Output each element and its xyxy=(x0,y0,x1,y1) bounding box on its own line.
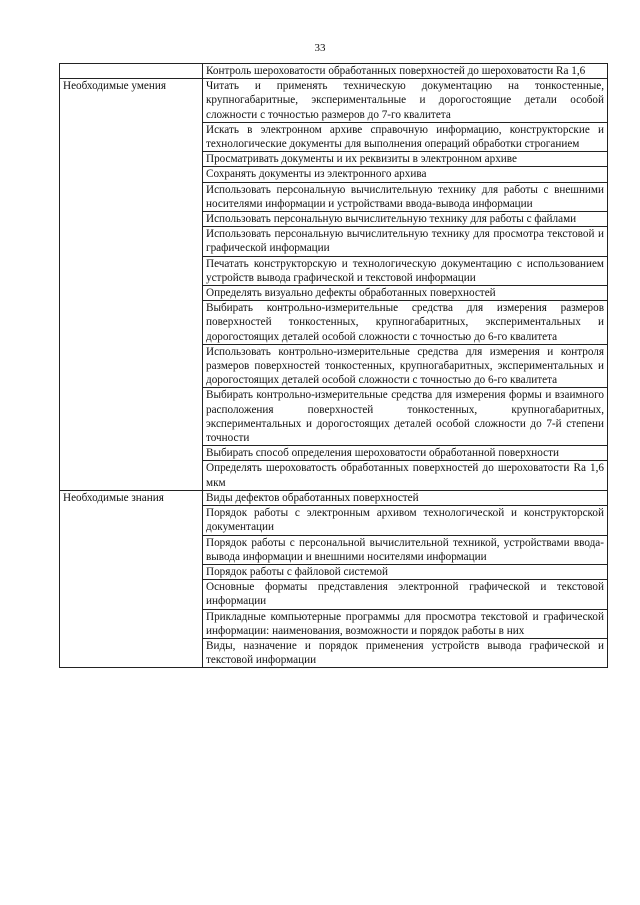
item-cell xyxy=(203,564,608,579)
item-cell xyxy=(203,182,608,211)
item-cell xyxy=(203,580,608,609)
item-text: Порядок работы с электронным архивом технологической и конструкторской документации xyxy=(206,507,604,534)
item-cell xyxy=(203,301,608,345)
item-text: Искать в электронном архиве справочную информацию, конструкторские и технологические документы для выполнения операций обработки строганием xyxy=(206,123,604,151)
item-text: Порядок работы с файловой системой xyxy=(206,565,388,578)
item-cell xyxy=(203,609,608,638)
item-cell xyxy=(203,152,608,167)
item-text: Использовать персональную вычислительную технику для просмотра текстовой и графической информации xyxy=(206,228,604,255)
item-cell xyxy=(203,79,608,123)
table-row xyxy=(60,490,608,505)
item-cell xyxy=(203,286,608,301)
item-text: Виды, назначение и порядок применения устройств вывода графической и текстовой информации xyxy=(206,639,604,667)
item-text: Выбирать способ определения шероховатости обработанной поверхности xyxy=(206,447,559,460)
page-number: 33 xyxy=(314,42,326,54)
item-cell xyxy=(203,256,608,285)
item-cell xyxy=(203,535,608,564)
item-text: Контроль шероховатости обработанных поверхностей до шероховатости Ra 1,6 xyxy=(206,65,586,77)
item-text: Определять шероховатость обработанных поверхностей до шероховатости Ra 1,6 мкм xyxy=(206,462,604,489)
item-text: Печатать конструкторскую и технологическую документацию с использованием устройств вывода графической и текстовой информации xyxy=(206,257,604,284)
item-cell xyxy=(203,212,608,227)
item-cell xyxy=(203,490,608,505)
item-cell xyxy=(203,227,608,256)
item-text: Просматривать документы и их реквизиты в электронном архиве xyxy=(206,153,517,166)
item-text: Читать и применять техническую документацию на тонкостенные, крупногабаритные, экспериментальные и дорогостоящие детали особой сложности с точностью размеров до 7-го квалитета xyxy=(206,80,604,121)
item-cell xyxy=(203,167,608,182)
item-text: Выбирать контрольно-измерительные средства для измерения формы и взаимного расположения поверхностей тонкостенных, крупногабаритных, экспериментальных и дорогостоящих деталей особой сложности до 7-й степени точности xyxy=(206,389,604,445)
category-cell xyxy=(60,64,203,79)
item-text: Использовать контрольно-измерительные средства для измерения и контроля размеров поверхностей тонкостенных, крупногабаритных, экспериментальных и дорогостоящих деталей особой сложности с точностью до 6-го квалитета xyxy=(206,345,604,387)
table-row xyxy=(60,64,608,79)
item-text: Выбирать контрольно-измерительные средства для измерения размеров поверхностей тонкостенных, крупногабаритных, экспериментальных и дорогостоящих деталей особой сложности с точностью до 6-го квалитета xyxy=(206,302,604,343)
item-text: Использовать персональную вычислительную технику для работы с внешними носителями информации и устройствами ввода-вывода информации xyxy=(206,183,604,210)
item-text: Прикладные компьютерные программы для просмотра текстовой и графической информации: наименования, возможности и порядок работы в них xyxy=(206,610,604,637)
item-cell xyxy=(203,388,608,446)
category-cell-knowledge: Необходимые знания xyxy=(60,490,203,667)
item-cell xyxy=(203,461,608,490)
item-text: Порядок работы с персональной вычислительной техникой, устройствами ввода-вывода информации и внешними носителями информации xyxy=(206,536,604,563)
item-cell xyxy=(203,446,608,461)
item-cell xyxy=(203,638,608,667)
item-text: Сохранять документы из электронного архива xyxy=(206,168,427,181)
item-text: Виды дефектов обработанных поверхностей xyxy=(206,491,419,504)
item-text: Использовать персональную вычислительную технику для работы с файлами xyxy=(206,213,577,226)
item-cell xyxy=(203,506,608,535)
item-text: Основные форматы представления электронной графической и текстовой информации xyxy=(206,581,604,608)
table-row xyxy=(60,79,608,123)
item-cell xyxy=(203,344,608,388)
item-cell xyxy=(203,64,608,79)
category-cell-skills: Необходимые умения xyxy=(60,79,203,491)
requirements-table xyxy=(59,63,608,668)
item-cell xyxy=(203,122,608,151)
item-text: Определять визуально дефекты обработанных поверхностей xyxy=(206,287,496,300)
